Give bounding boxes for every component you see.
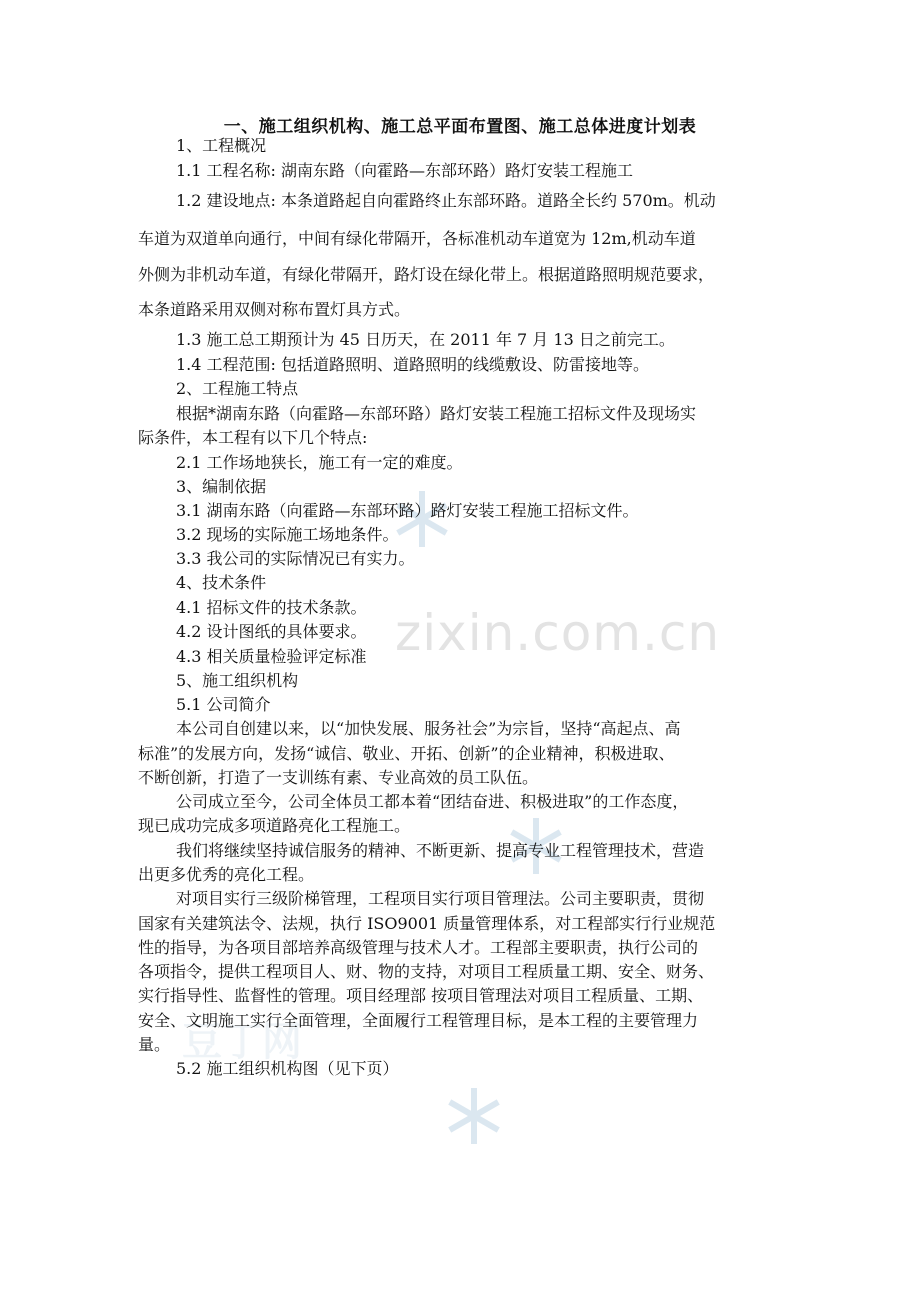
paragraph-line: 1.4 工程范围: 包括道路照明、道路照明的线缆敷设、防雷接地等。 — [176, 355, 650, 374]
section-heading: 1、工程概况 — [176, 136, 267, 155]
paragraph-line: 3.3 我公司的实际情况已有实力。 — [176, 549, 415, 568]
section-heading: 2、工程施工特点 — [176, 379, 299, 398]
section-heading: 5.1 公司简介 — [176, 695, 271, 714]
paragraph-line: 实行指导性、监督性的管理。项目经理部 按项目管理法对项目工程质量、工期、 — [138, 986, 704, 1005]
paragraph-line: 3.1 湖南东路（向霍路—东部环路）路灯安装工程施工招标文件。 — [176, 501, 639, 520]
watermark-text-secondary: 豆丁网 — [182, 1019, 302, 1065]
paragraph-line: 本公司自创建以来，以“加快发展、服务社会”为宗旨，坚持“高起点、高 — [176, 719, 681, 738]
paragraph-line: 标准”的发展方向，发扬“诚信、敬业、开拓、创新”的企业精神，积极进取、 — [138, 744, 675, 763]
watermark-flake-icon — [444, 1086, 504, 1146]
paragraph-line: 2.1 工作场地狭长，施工有一定的难度。 — [176, 453, 463, 472]
paragraph-line: 4.2 设计图纸的具体要求。 — [176, 622, 367, 641]
paragraph-line: 公司成立至今，公司全体员工都本着“团结奋进、积极进取”的工作态度， — [176, 792, 689, 811]
paragraph-line: 1.1 工程名称: 湖南东路（向霍路—东部环路）路灯安装工程施工 — [176, 161, 634, 180]
paragraph-line: 1.2 建设地点: 本条道路起自向霍路终止东部环路。道路全长约 570m。机动 — [176, 191, 716, 210]
paragraph-line: 1.3 施工总工期预计为 45 日历天，在 2011 年 7 月 13 日之前完工。 — [176, 330, 675, 349]
paragraph-line: 外侧为非机动车道，有绿化带隔开，路灯设在绿化带上。根据道路照明规范要求， — [138, 265, 715, 284]
paragraph-line: 出更多优秀的亮化工程。 — [138, 865, 315, 884]
paragraph-line: 本条道路采用双侧对称布置灯具方式。 — [138, 300, 411, 319]
section-heading: 5、施工组织机构 — [176, 671, 299, 690]
paragraph-line: 际条件，本工程有以下几个特点: — [138, 428, 368, 447]
paragraph-line: 根据*湖南东路（向霍路—东部环路）路灯安装工程施工招标文件及现场实 — [176, 404, 697, 423]
paragraph-line: 车道为双道单向通行，中间有绿化带隔开，各标准机动车道宽为 12m,机动车道 — [138, 229, 696, 248]
paragraph-line: 5.2 施工组织机构图（见下页） — [176, 1059, 399, 1078]
paragraph-line: 不断创新，打造了一支训练有素、专业高效的员工队伍。 — [138, 768, 539, 787]
paragraph-line: 安全、文明施工实行全面管理，全面履行工程管理目标，是本工程的主要管理力 — [138, 1011, 699, 1030]
paragraph-line: 量。 — [138, 1035, 171, 1054]
paragraph-line: 3.2 现场的实际施工场地条件。 — [176, 525, 399, 544]
paragraph-line: 4.3 相关质量检验评定标准 — [176, 647, 367, 666]
paragraph-line: 我们将继续坚持诚信服务的精神、不断更新、提高专业工程管理技术，营造 — [176, 841, 705, 860]
paragraph-line: 对项目实行三级阶梯管理，工程项目实行项目管理法。公司主要职责，贯彻 — [176, 889, 705, 908]
watermark-text: zixin.com.cn — [395, 604, 721, 662]
section-heading: 3、编制依据 — [176, 477, 267, 496]
paragraph-line: 各项指令，提供工程项目人、财、物的支持，对项目工程质量工期、安全、财务、 — [138, 962, 715, 981]
paragraph-line: 现已成功完成多项道路亮化工程施工。 — [138, 816, 411, 835]
paragraph-line: 国家有关建筑法令、法规，执行 ISO9001 质量管理体系，对工程部实行行业规范 — [138, 914, 716, 933]
document-title: 一、施工组织机构、施工总平面布置图、施工总体进度计划表 — [223, 117, 697, 137]
paragraph-line: 性的指导，为各项目部培养高级管理与技术人才。工程部主要职责，执行公司的 — [138, 938, 699, 957]
paragraph-line: 4.1 招标文件的技术条款。 — [176, 598, 367, 617]
section-heading: 4、技术条件 — [176, 573, 267, 592]
